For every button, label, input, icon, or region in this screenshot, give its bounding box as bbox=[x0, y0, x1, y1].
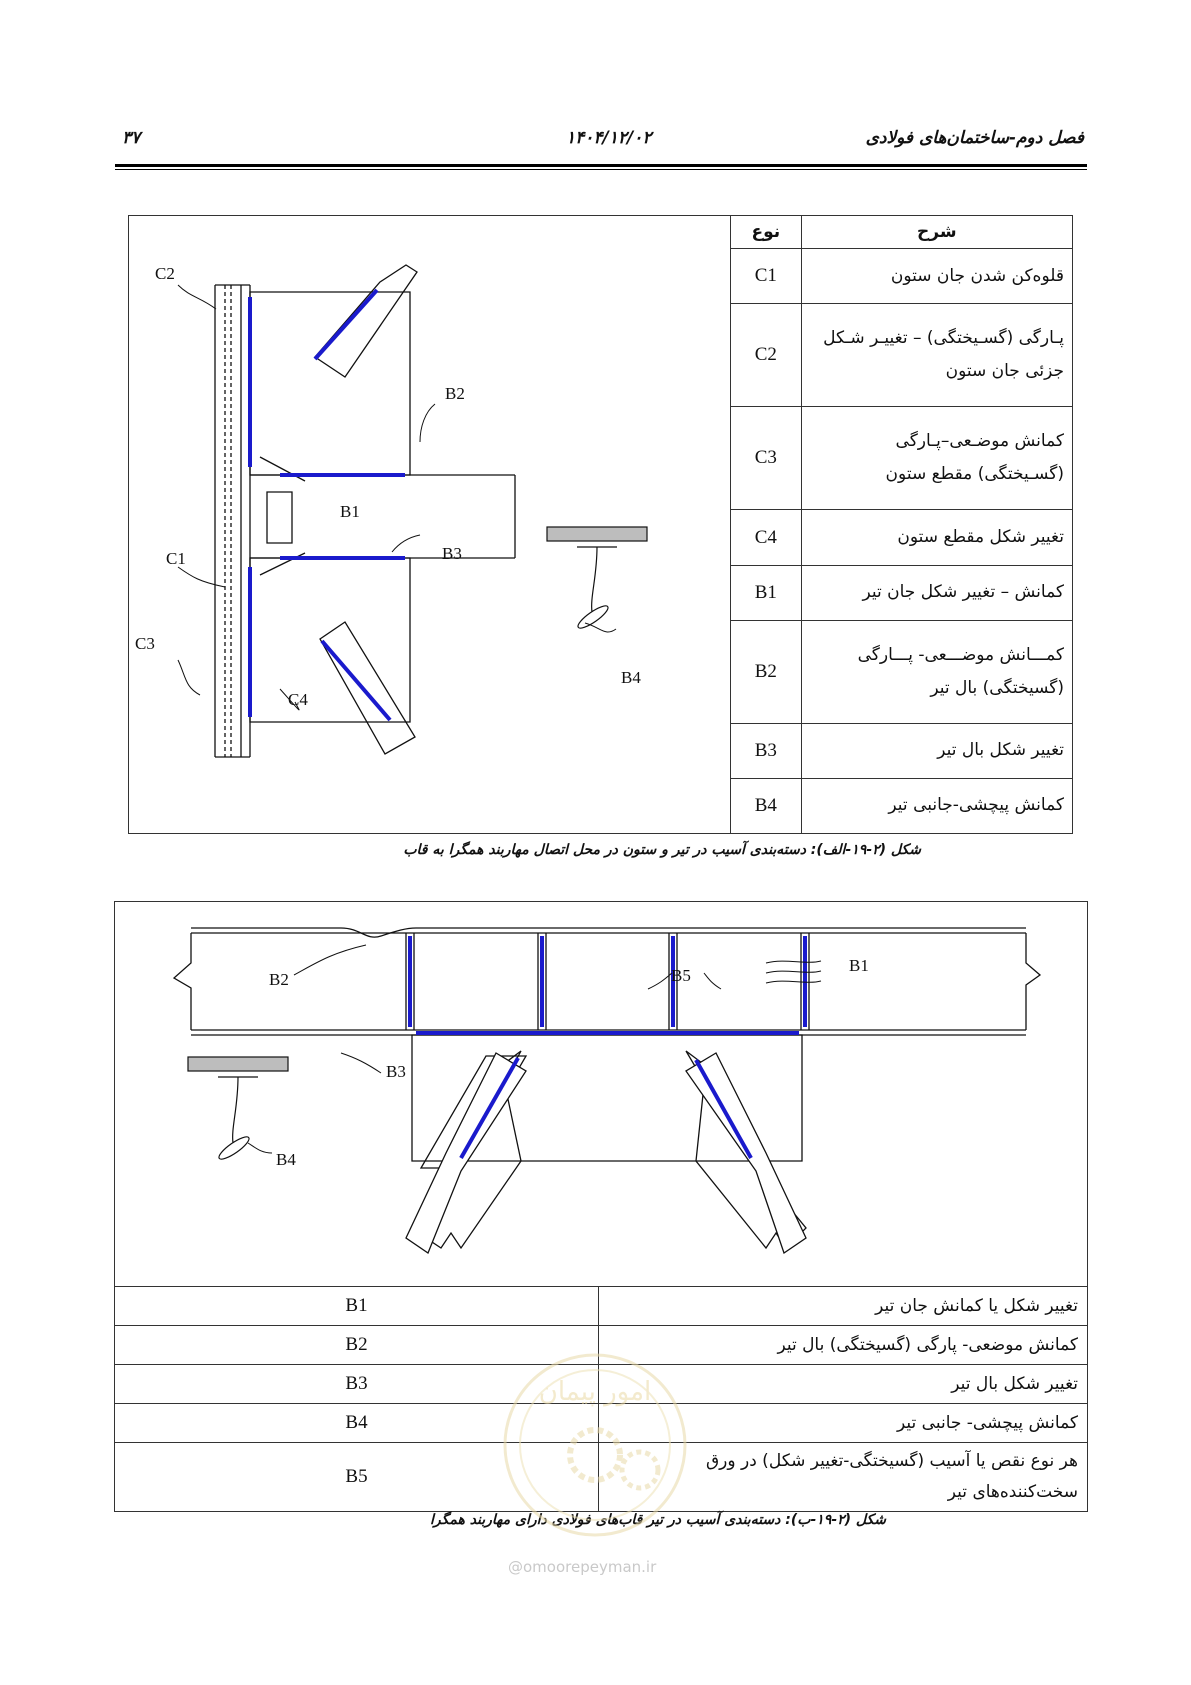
row-type: B2 bbox=[731, 620, 802, 723]
row-desc: تغییر شکل بال تیر bbox=[801, 723, 1072, 778]
row-desc: کمانش – تغییر شکل جان تیر bbox=[801, 565, 1072, 620]
label-c2: C2 bbox=[155, 264, 175, 283]
row-desc: تغییر شکل یا کمانش جان تیر bbox=[599, 1287, 1088, 1326]
table-row bbox=[731, 723, 1073, 778]
table-row bbox=[731, 510, 1073, 565]
figure-b-caption: شکل (۲-۱۹-ب): دسته‌بندی آسیب در تیر قاب‌های فولادی دارای مهاربند همگرا bbox=[430, 1512, 886, 1528]
table-row bbox=[731, 304, 1073, 407]
label-b1: B1 bbox=[849, 956, 869, 975]
header-desc: شرح bbox=[801, 216, 1072, 249]
row-type: B2 bbox=[115, 1326, 599, 1365]
row-desc: کمانش پیچشی- جانبی تیر bbox=[599, 1404, 1088, 1443]
row-type: C1 bbox=[731, 249, 802, 304]
header-type: نوع bbox=[731, 216, 802, 249]
label-b2: B2 bbox=[445, 384, 465, 403]
page-number: ۳۷ bbox=[122, 128, 141, 148]
table-row bbox=[731, 778, 1073, 833]
table-row bbox=[731, 565, 1073, 620]
header-rule bbox=[115, 164, 1087, 167]
row-desc: پـارگی (گسـیختگی) – تغییـر شـکل جزئی جان ستون bbox=[801, 304, 1072, 407]
row-type: C3 bbox=[731, 407, 802, 510]
header-rule-thin bbox=[115, 169, 1087, 170]
label-c3: C3 bbox=[135, 634, 155, 653]
row-type: B4 bbox=[115, 1404, 599, 1443]
row-desc: تغییر شکل مقطع ستون bbox=[801, 510, 1072, 565]
label-b1: B1 bbox=[340, 502, 360, 521]
table-header-row bbox=[731, 216, 1073, 249]
row-desc: هر نوع نقص یا آسیب (گسیختگی-تغییر شکل) در ورق سخت‌کننده‌های تیر bbox=[599, 1443, 1088, 1512]
label-b3: B3 bbox=[442, 544, 462, 563]
header-date: ۱۴۰۴/۱۲/۰۲ bbox=[566, 128, 652, 148]
figure-b-drawing bbox=[116, 903, 1086, 1285]
row-desc: کمانش موضعی- پارگی (گسیختگی) بال تیر bbox=[599, 1326, 1088, 1365]
table-row bbox=[115, 1287, 1088, 1326]
row-desc: کمانش پیچشی-جانبی تیر bbox=[801, 778, 1072, 833]
label-b3: B3 bbox=[386, 1062, 406, 1081]
row-type: B5 bbox=[115, 1443, 599, 1512]
row-desc: کمانش موضـعی–پـارگی (گسـیختگی) مقطع ستون bbox=[801, 407, 1072, 510]
row-type: B3 bbox=[115, 1365, 599, 1404]
row-desc: تغییر شکل بال تیر bbox=[599, 1365, 1088, 1404]
figure-a-drawing bbox=[130, 217, 728, 832]
label-b4: B4 bbox=[276, 1150, 296, 1169]
label-c1: C1 bbox=[166, 549, 186, 568]
row-type: B4 bbox=[731, 778, 802, 833]
row-type: C2 bbox=[731, 304, 802, 407]
watermark-url: @omoorepeyman.ir bbox=[508, 1558, 657, 1576]
label-c4: C4 bbox=[288, 690, 308, 709]
row-desc: قلوه‌کن شدن جان ستون bbox=[801, 249, 1072, 304]
label-b5: B5 bbox=[671, 966, 691, 985]
chapter-title: فصل دوم-ساختمان‌های فولادی bbox=[865, 128, 1084, 148]
row-type: B1 bbox=[731, 565, 802, 620]
table-row bbox=[731, 249, 1073, 304]
table-row bbox=[731, 620, 1073, 723]
label-b2: B2 bbox=[269, 970, 289, 989]
row-type: B3 bbox=[731, 723, 802, 778]
label-b4: B4 bbox=[621, 668, 641, 687]
damage-table-a bbox=[730, 215, 1073, 834]
row-desc: کمـــانش موضـــعی- پـــارگی (گسیختگی) بال تیر bbox=[801, 620, 1072, 723]
watermark-seal-icon bbox=[495, 1345, 695, 1545]
table-row bbox=[731, 407, 1073, 510]
row-type: B1 bbox=[115, 1287, 599, 1326]
figure-a-caption: شکل (۲-۱۹-الف): دسته‌بندی آسیب در تیر و ستون در محل اتصال مهاربند همگرا به قاب bbox=[403, 842, 921, 858]
watermark-text: امور پیمان bbox=[538, 1377, 652, 1407]
row-type: C4 bbox=[731, 510, 802, 565]
